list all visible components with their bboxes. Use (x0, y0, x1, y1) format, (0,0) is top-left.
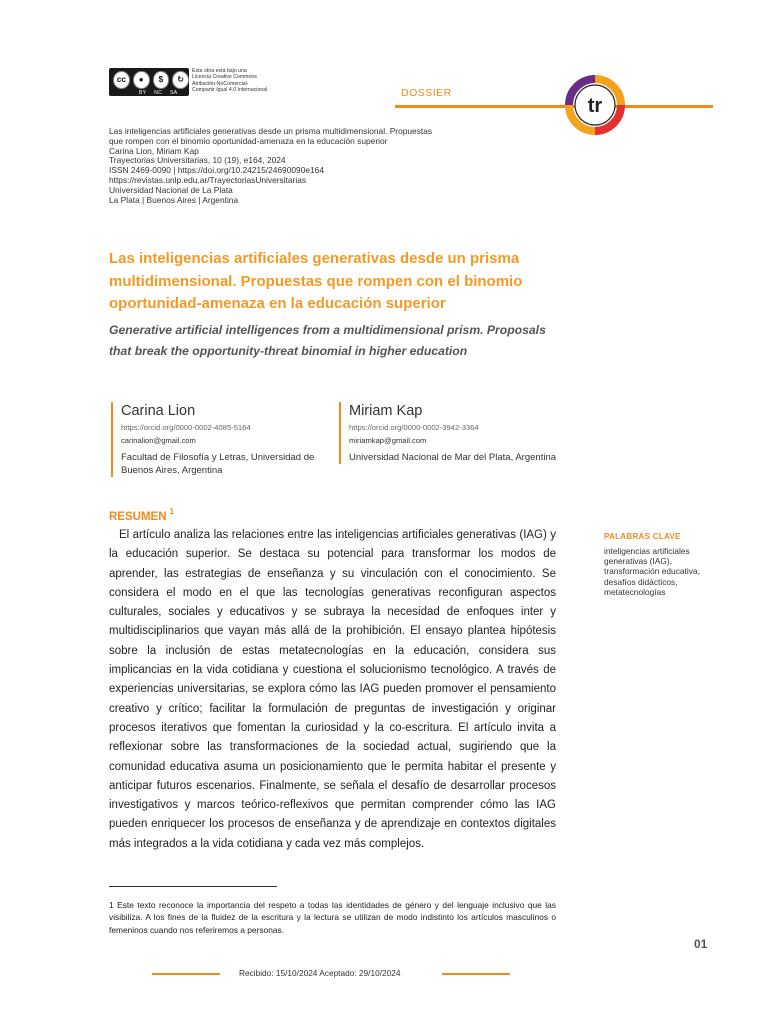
citation-line[interactable]: ISSN 2469-0090 | https://doi.org/10.24215/24690090e164 (109, 165, 324, 176)
footer-rule-right (442, 973, 510, 975)
author-email-link[interactable]: miriamkap@gmail.com (349, 436, 427, 445)
article-title-es: Las inteligencias artificiales generativas desde un prisma multidimensional. Propuestas que rompen con el binomio oportunidad-amenaza en la educación superior (109, 250, 523, 312)
badge-label-nc: NC (154, 90, 163, 96)
citation-line: La Plata | Buenos Aires | Argentina (109, 194, 239, 205)
header-rule (395, 105, 713, 108)
footnote-marker[interactable]: 1 (169, 507, 174, 516)
article-title-en: Generative artificial intelligences from a multidimensional prism. Proposals that break the opportunity-threat binomial in higher education (109, 323, 546, 358)
badge-label-sa: SA (170, 90, 178, 96)
footnote-text: 1 Este texto reconoce la importancia del respeto a todas las identidades de género y del lenguaje inclusivo que las visibiliza. A los fines de la fluidez de la escritura y la lectura se utilizan de modo indistinto los artículos masculinos o femeninos cuando nos referiremos a personas. (109, 900, 556, 935)
cc-license-badge (109, 68, 189, 96)
author-orcid-link[interactable]: https://orcid.org/0000-0002-3942-3364 (349, 423, 479, 432)
sa-icon: ↻ (172, 71, 189, 89)
citation-line: Las inteligencias artificiales generativas desde un prisma multidimensional. Propuestas (109, 126, 433, 136)
license-line: Compartir Igual 4.0 Internacional (192, 87, 268, 94)
citation-line: que rompen con el binomio oportunidad-amenaza en la educación superior (109, 135, 388, 146)
abstract-heading (109, 508, 174, 523)
badge-label-by: BY (139, 90, 147, 96)
abstract-heading-text: RESUMEN (109, 510, 167, 523)
author-affiliation: Facultad de Filosofía y Letras, Universidad de Buenos Aires, Argentina (121, 452, 315, 476)
license-line: Licencia Creative Commons (192, 74, 257, 81)
author-affiliation: Universidad Nacional de Mar del Plata, Argentina (349, 452, 557, 463)
page-number: 01 (694, 937, 708, 951)
logo-text: tr (587, 95, 603, 117)
license-line: Esta obra está bajo una (192, 68, 247, 74)
citation-line: Trayectorias Universitarias, 10 (19), e164, 2024 (109, 155, 286, 166)
journal-logo (564, 74, 626, 136)
author-card (339, 402, 559, 464)
section-label: DOSSIER (401, 87, 452, 99)
citation-line: Carina Lion, Miriam Kap (109, 145, 199, 156)
footer-dates: Recibido: 15/10/2024 Aceptado: 29/10/2024 (239, 968, 401, 978)
cc-icon: cc (113, 71, 130, 89)
keywords-list: inteligencias artificiales generativas (IAG), transformación educativa, desafíos didácticos, metatecnologías (604, 546, 700, 597)
author-email-link[interactable]: carinalion@gmail.com (121, 436, 196, 445)
author-name: Carina Lion (121, 403, 196, 419)
author-orcid-link[interactable]: https://orcid.org/0000-0002-4085-5164 (121, 423, 251, 432)
footer-rule-left (152, 973, 220, 975)
license-text (192, 68, 302, 94)
by-person-icon: ● (133, 71, 150, 89)
abstract-text: El artículo analiza las relaciones entre las inteligencias artificiales generativas (IAG) y la educación superior. Se destaca su potencial para transformar los modos de aprender, las estrategias de enseñanza y su vinculación con el conocimiento. Se considera el modo en el que las tecnologías generativas reconfiguran aspectos culturales, sociales y educativos y se subraya la necesidad de enfoques inter y multidisciplinarios que vayan más allá de la prohibición. El ensayo plantea hipótesis sobre la inclusión de estas metatecnologías en la educación, considera sus implicancias en la vida cotidiana y cuestiona el solucionismo tecnológico. A través de experiencias universitarias, se explora cómo las IAG pueden promover el pensamiento creativo y crítico; facilitar la formulación de preguntas de investigación y originar procesos iterativos que fomentan la curiosidad y la co-escritura. El artículo invita a reflexionar sobre las transformaciones de la sociedad actual, sugiriendo que la comunidad educativa asuma un posicionamiento que le permita habitar el presente y anticipar futuros escenarios. Finalmente, se señala el desafío de desarrollar procesos investigativos y marcos teórico-reflexivos que permitan comprender cómo las IAG pueden enriquecer los procesos de enseñanza y de aprendizaje en contextos digitales más integrados a la vida cotidiana y cada vez más complejos. (109, 529, 556, 850)
author-name: Miriam Kap (349, 403, 423, 419)
author-card (111, 402, 331, 477)
citation-line: Universidad Nacional de La Plata (109, 184, 233, 195)
citation-line[interactable]: https://revistas.unlp.edu.ar/TrayectoriasUniversitarias (109, 174, 307, 185)
citation-block (109, 127, 509, 205)
footnote-divider (109, 886, 277, 887)
license-line: Atribución-NoComercial- (192, 80, 249, 87)
keywords-heading: PALABRAS CLAVE (604, 532, 681, 541)
nc-icon: $ (153, 71, 170, 89)
